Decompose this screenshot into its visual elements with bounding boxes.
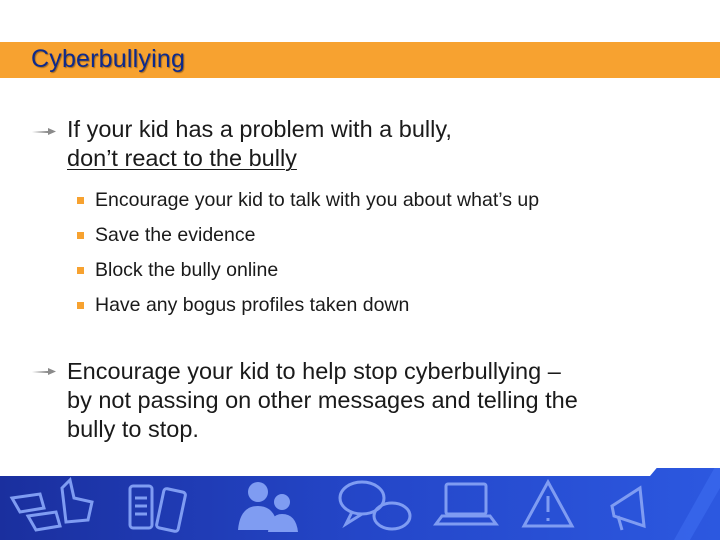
bullet-1-line-1: If your kid has a problem with a bully, [67,116,452,142]
bullet-2 [67,357,578,444]
sub-bullet-2: Save the evidence [95,224,256,246]
slide-title: Cyberbullying [31,45,186,73]
sub-bullet-1: Encourage your kid to talk with you about what’s up [95,189,540,211]
square-bullet-icon [77,267,84,274]
arrow-bullet-icon [31,125,57,137]
footer-banner [0,468,720,540]
square-bullet-icon [77,232,84,239]
bullet-1 [67,115,452,173]
sub-bullet-3: Block the bully online [95,259,279,281]
square-bullet-icon [77,302,84,309]
square-bullet-icon [77,197,84,204]
bullet-2-line-2: by not passing on other messages and telling the [67,387,578,413]
bullet-1-line-2: don’t react to the bully [67,145,297,171]
arrow-bullet-icon [31,365,57,377]
bullet-2-line-3: bully to stop. [67,416,199,442]
bullet-2-line-1: Encourage your kid to help stop cyberbullying – [67,358,561,384]
sub-bullet-4: Have any bogus profiles taken down [95,294,410,316]
